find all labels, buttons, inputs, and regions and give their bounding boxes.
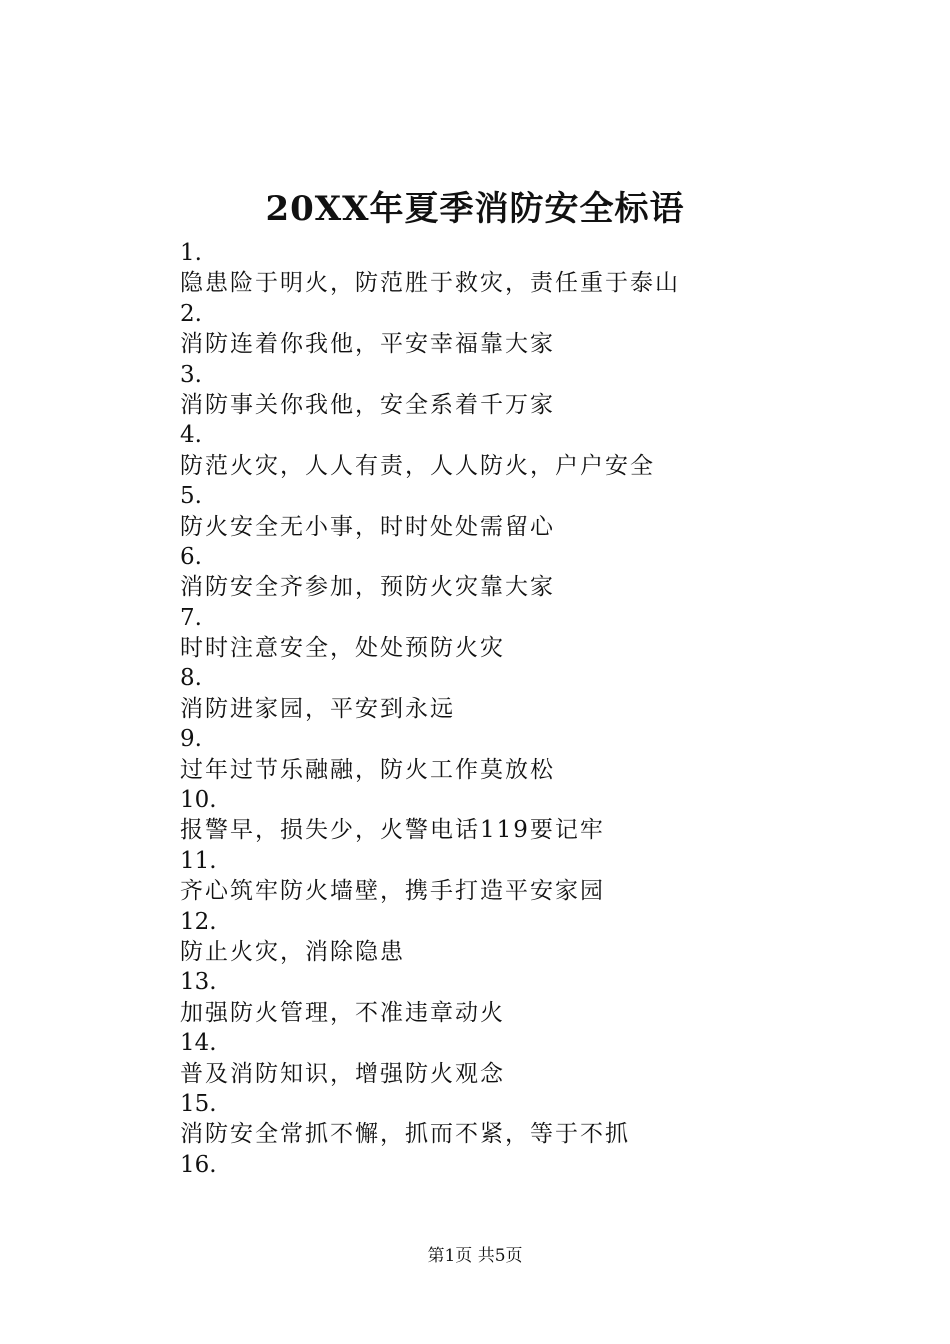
slogan-text: 消防事关你我他，安全系着千万家 — [180, 391, 555, 418]
list-item — [180, 1150, 900, 1180]
page-title: 20XX年夏季消防安全标语 — [265, 189, 685, 229]
list-item — [180, 1089, 900, 1150]
slogan-number: 4. — [180, 422, 202, 449]
slogan-text: 防范火灾，人人有责，人人防火，户户安全 — [180, 452, 655, 479]
list-item — [180, 785, 900, 846]
slogan-number: 2. — [180, 300, 202, 327]
slogan-number: 6. — [180, 543, 202, 570]
page-footer: 第1页 共5页 — [427, 1246, 523, 1266]
list-item — [180, 724, 900, 785]
list-item — [180, 238, 900, 299]
list-item — [180, 846, 900, 907]
slogan-number: 11. — [180, 847, 217, 874]
slogan-list — [180, 238, 900, 1180]
slogan-number: 13. — [180, 969, 217, 996]
slogan-number: 9. — [180, 726, 202, 753]
list-item — [180, 967, 900, 1028]
slogan-text: 防火安全无小事，时时处处需留心 — [180, 513, 555, 540]
slogan-text: 隐患险于明火，防范胜于救灾，责任重于泰山 — [180, 270, 680, 297]
list-item — [180, 663, 900, 724]
slogan-text: 消防安全常抓不懈，抓而不紧，等于不抓 — [180, 1121, 630, 1148]
slogan-number: 3. — [180, 361, 202, 388]
list-item — [180, 603, 900, 664]
list-item — [180, 420, 900, 481]
slogan-number: 8. — [180, 665, 202, 692]
slogan-text: 消防安全齐参加，预防火灾靠大家 — [180, 574, 555, 601]
slogan-text: 普及消防知识，增强防火观念 — [180, 1060, 505, 1087]
slogan-number: 5. — [180, 483, 202, 510]
list-item — [180, 299, 900, 360]
slogan-number: 7. — [180, 604, 202, 631]
list-item — [180, 1028, 900, 1089]
slogan-text: 加强防火管理，不准违章动火 — [180, 999, 505, 1026]
slogan-number: 1. — [180, 240, 202, 266]
slogan-text: 报警早，损失少，火警电话119要记牢 — [180, 817, 605, 844]
slogan-number: 10. — [180, 787, 217, 814]
slogan-text: 过年过节乐融融，防火工作莫放松 — [180, 756, 555, 783]
slogan-text: 防止火灾，消除隐患 — [180, 938, 405, 965]
slogan-number: 12. — [180, 908, 217, 935]
slogan-number: 16. — [180, 1151, 217, 1178]
list-item — [180, 481, 900, 542]
slogan-text: 齐心筑牢防火墙壁，携手打造平安家园 — [180, 878, 605, 905]
slogan-number: 15. — [180, 1090, 217, 1117]
slogan-text: 时时注意安全，处处预防火灾 — [180, 635, 505, 662]
list-item — [180, 542, 900, 603]
slogan-text: 消防连着你我他，平安幸福靠大家 — [180, 331, 555, 358]
slogan-number: 14. — [180, 1030, 217, 1057]
list-item — [180, 360, 900, 421]
list-item — [180, 907, 900, 968]
slogan-text: 消防进家园，平安到永远 — [180, 695, 455, 722]
